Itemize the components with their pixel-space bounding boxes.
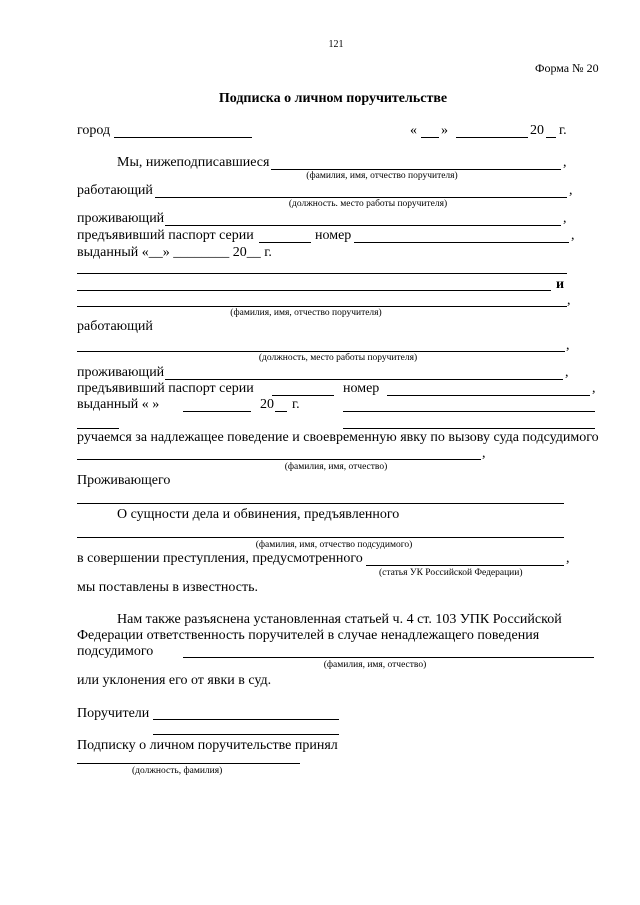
hint-position-surname: (должность, фамилия) [132, 766, 223, 776]
blank-line [343, 428, 595, 429]
evasion-text: или уклонения его от явки в суд. [77, 673, 272, 688]
comma: , [565, 365, 569, 380]
defendant-name-blank [77, 459, 481, 460]
guarantor-signature-blank [153, 719, 339, 720]
number-label: номер [315, 228, 352, 243]
guarantor1-address-blank [165, 225, 561, 226]
hint-position: (должность, место работы поручителя) [258, 353, 418, 363]
accepted-text: Подписку о личном поручительстве принял [77, 738, 338, 753]
guarantor1-work-blank [155, 197, 567, 198]
issued-label: выданный « » [77, 397, 160, 412]
city-label: город [77, 123, 111, 138]
comma: , [592, 381, 596, 396]
year-blank [275, 411, 287, 412]
residing-defendant-label: Проживающего [77, 473, 171, 488]
residing-label: проживающий [77, 365, 165, 380]
defendant-fio-blank [77, 537, 564, 538]
passport-label: предъявивший паспорт серии [77, 228, 254, 243]
number-label: номер [343, 381, 380, 396]
hint-guarantor-fio: (фамилия, имя, отчество поручителя) [230, 308, 382, 318]
comma: , [569, 183, 573, 198]
comma: , [571, 228, 575, 243]
year-suffix: г. [559, 123, 567, 138]
and-conjunction: и [556, 277, 565, 292]
responsibility-line-3: подсудимого [77, 644, 154, 659]
defendant-fio-blank [183, 657, 594, 658]
hint-fio: (фамилия, имя, отчество) [284, 462, 388, 472]
year-prefix: 20 [260, 397, 274, 412]
comma: , [567, 293, 571, 308]
crime-text: в совершении преступления, предусмотренного [77, 551, 363, 566]
page-title: Подписка о личном поручительстве [218, 91, 448, 106]
blank-line [77, 273, 567, 274]
comma: , [482, 446, 486, 461]
date-close-quote: » [441, 123, 448, 138]
passport-number-blank [354, 242, 569, 243]
hint-guarantor-fio: (фамилия, имя, отчество поручителя) [306, 171, 458, 181]
blank-line [77, 290, 551, 291]
year-prefix: 20 [530, 123, 544, 138]
guarantors-label: Поручители [77, 706, 150, 721]
passport-series-blank [259, 242, 311, 243]
defendant-address-blank [77, 503, 564, 504]
hint-fio: (фамилия, имя, отчество) [323, 660, 427, 670]
guarantor2-name-blank [77, 306, 567, 307]
essence-text: О сущности дела и обвинения, предъявленного [117, 507, 400, 522]
passport-number-blank [387, 395, 590, 396]
blank-line [343, 411, 595, 412]
responsibility-line-1: Нам также разъяснена установленная статьей ч. 4 ст. 103 УПК Российской [117, 612, 562, 627]
page-number: 121 [328, 39, 344, 50]
month-blank [456, 137, 528, 138]
guarantor-signature-blank [153, 734, 339, 735]
guarantor1-name-blank [271, 169, 561, 170]
hint-defendant-fio: (фамилия, имя, отчество подсудимого) [255, 540, 413, 550]
issued-text: выданный «__» ________ 20__ г. [77, 245, 272, 260]
blank-line [77, 428, 119, 429]
city-blank [114, 137, 252, 138]
form-number: Форма № 20 [535, 61, 599, 75]
comma: , [566, 551, 570, 566]
working-label: работающий [77, 183, 153, 198]
working-label: работающий [77, 319, 153, 334]
issued-month-blank [183, 411, 251, 412]
year-suffix: г. [292, 397, 300, 412]
comma: , [563, 211, 567, 226]
intro-text: Мы, нижеподписавшиеся [117, 155, 270, 170]
article-blank [366, 565, 564, 566]
guarantor2-work-blank [77, 351, 565, 352]
year-blank [546, 137, 556, 138]
informed-text: мы поставлены в известность. [77, 580, 258, 595]
hint-article: (статья УК Российской Федерации) [379, 568, 523, 578]
guarantor2-address-blank [165, 379, 563, 380]
hint-position: (должность. место работы поручителя) [288, 199, 448, 209]
comma: , [563, 155, 567, 170]
day-blank [421, 137, 439, 138]
comma: , [566, 338, 570, 353]
passport-series-blank [272, 395, 334, 396]
guarantee-text: ручаемся за надлежащее поведение и своевременную явку по вызову суда подсудимого [77, 430, 599, 445]
residing-label: проживающий [77, 211, 165, 226]
passport-label: предъявивший паспорт серии [77, 381, 254, 396]
responsibility-line-2: Федерации ответственность поручителей в случае ненадлежащего поведения [77, 628, 540, 643]
date-open-quote: « [410, 123, 417, 138]
official-signature-blank [77, 763, 300, 764]
